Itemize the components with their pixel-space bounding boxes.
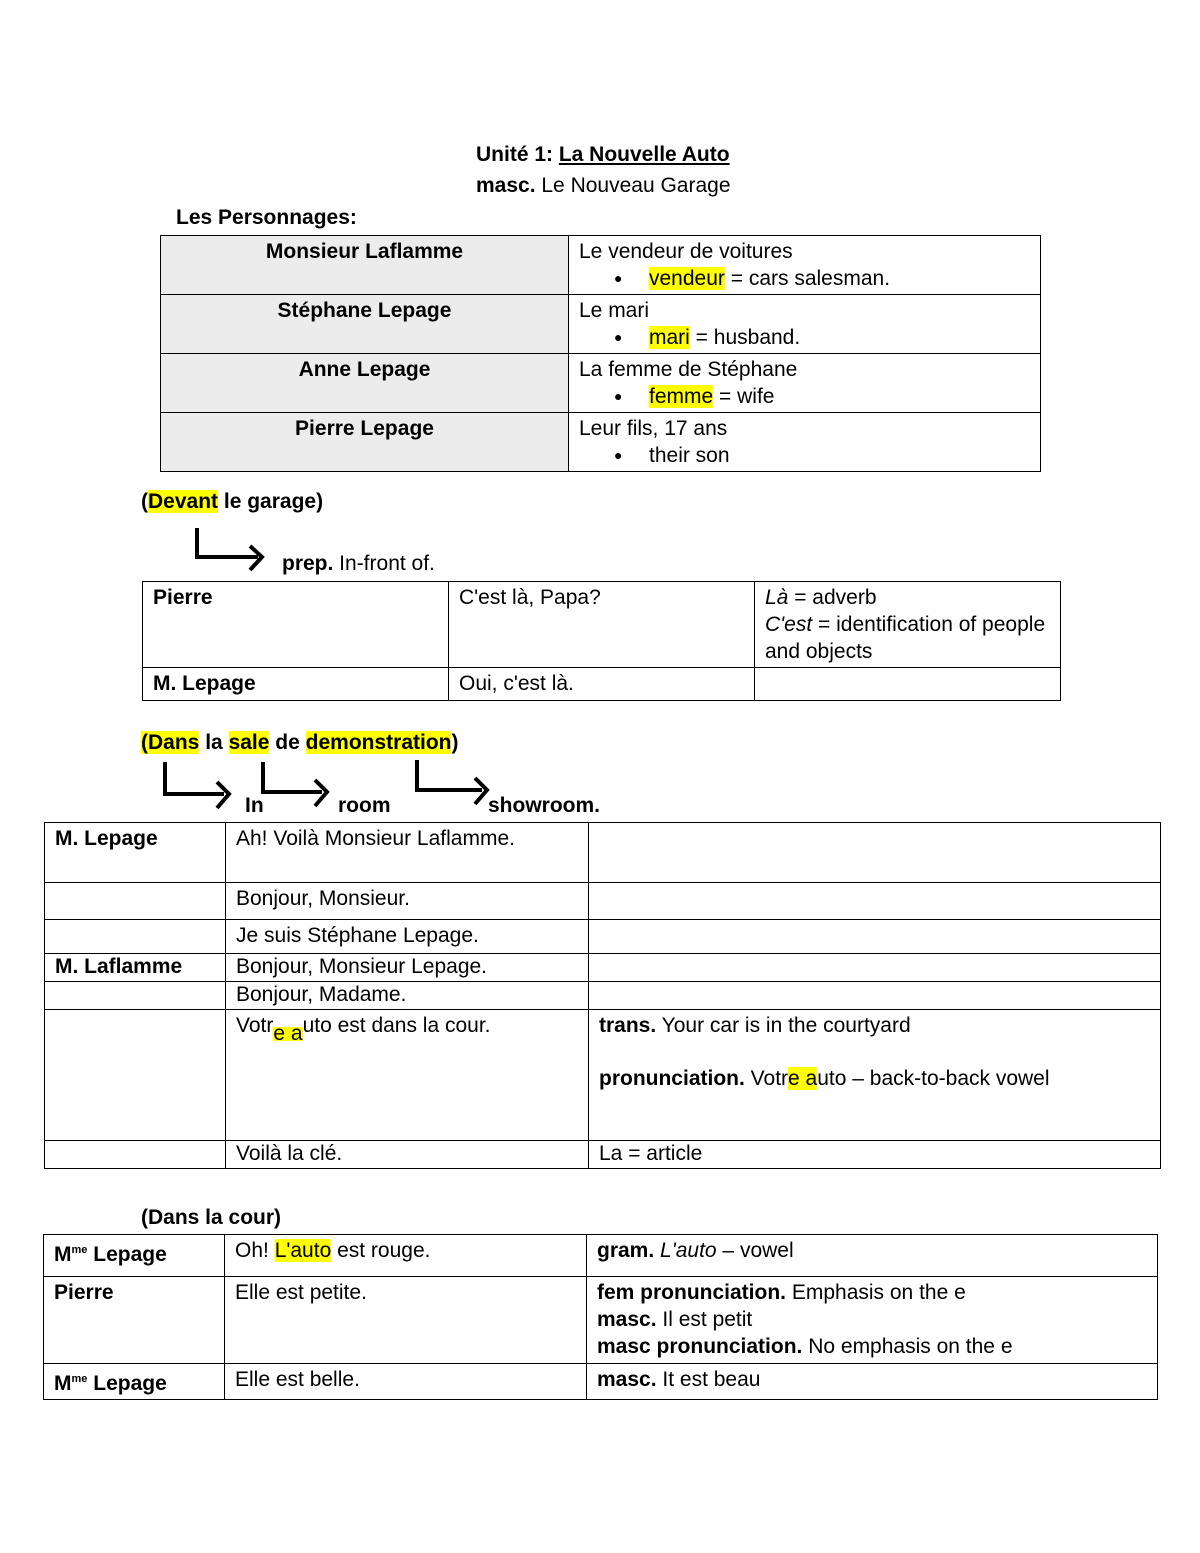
speaker-cell	[45, 1010, 226, 1141]
line-cell: Elle est petite.	[225, 1277, 587, 1364]
table-row	[45, 883, 1161, 920]
note-text: In-front of.	[333, 552, 435, 575]
gloss-in: In	[245, 794, 264, 817]
table-row	[44, 1277, 1158, 1364]
table-row	[45, 954, 1161, 982]
note-cell	[589, 1010, 1161, 1141]
table-row	[161, 295, 1041, 354]
highlight-word: mari	[649, 326, 690, 349]
highlight-letters: e a	[788, 1067, 818, 1090]
note-text: It est beau	[656, 1368, 761, 1391]
desc-text: La femme de Stéphane	[579, 358, 798, 381]
gloss: = cars salesman.	[724, 267, 891, 290]
line-cell: Bonjour, Madame.	[226, 982, 589, 1010]
speaker-sup: me	[71, 1373, 88, 1385]
unit-title	[476, 143, 730, 167]
note-text: Emphasis on the e	[786, 1281, 966, 1304]
list-item	[649, 265, 1030, 292]
speaker-text: Lepage	[87, 1243, 167, 1266]
speaker-text: M	[54, 1243, 72, 1266]
line-text: uto est dans la cour.	[302, 1014, 491, 1037]
speaker-cell	[45, 982, 226, 1010]
line-cell: Bonjour, Monsieur.	[226, 883, 589, 920]
note-line	[765, 584, 1050, 611]
speaker-cell	[45, 920, 226, 954]
subtitle-label: masc.	[476, 174, 536, 197]
table-row	[45, 823, 1161, 883]
table-row	[45, 982, 1161, 1010]
heading-word: la	[205, 731, 223, 754]
speaker-cell	[45, 1141, 226, 1169]
table-row	[161, 354, 1041, 413]
note-text: = adverb	[788, 586, 877, 609]
speaker-cell: M. Laflamme	[45, 954, 226, 982]
desc-text: Le vendeur de voitures	[579, 240, 793, 263]
note-cell	[755, 668, 1061, 701]
character-name: Monsieur Laflamme	[161, 236, 569, 295]
scene1-heading	[141, 490, 323, 514]
character-name: Stéphane Lepage	[161, 295, 569, 354]
unit-title-text: La Nouvelle Auto	[558, 143, 730, 166]
note-line	[597, 1306, 1147, 1333]
highlight-word: (Dans	[141, 731, 200, 754]
character-name: Pierre Lepage	[161, 413, 569, 472]
gloss-room: room	[338, 794, 391, 817]
note-cell	[587, 1235, 1158, 1277]
list-item	[649, 324, 1030, 351]
trans-label: trans.	[599, 1014, 657, 1037]
paren: )	[451, 731, 459, 754]
table-row	[143, 582, 1061, 668]
note-cell	[587, 1277, 1158, 1364]
table-row	[161, 236, 1041, 295]
note-text: Il est petit	[656, 1308, 753, 1331]
gram-text: – vowel	[716, 1239, 794, 1262]
arrow-icon	[260, 762, 340, 812]
gram-italic: L'auto	[654, 1239, 717, 1262]
note-label: masc pronunciation.	[597, 1335, 803, 1358]
speaker-text: M	[54, 1372, 72, 1395]
note-line	[597, 1279, 1147, 1306]
table-row	[45, 1141, 1161, 1169]
scene2-heading	[141, 731, 458, 755]
list-item	[649, 442, 1030, 469]
highlight-word: sale	[228, 731, 270, 754]
speaker-text: Lepage	[87, 1372, 167, 1395]
speaker-cell: M. Lepage	[143, 668, 449, 701]
note-cell	[589, 954, 1161, 982]
pron-label: pronunciation.	[599, 1067, 745, 1090]
gloss: = husband.	[689, 326, 801, 349]
scene1-table	[142, 581, 1061, 701]
line-cell: Je suis Stéphane Lepage.	[226, 920, 589, 954]
note-cell	[589, 823, 1161, 883]
table-row	[143, 668, 1061, 701]
table-row	[45, 1010, 1161, 1141]
arrow-icon	[194, 528, 274, 578]
personnages-heading: Les Personnages:	[176, 206, 357, 229]
line-cell: Voilà la clé.	[226, 1141, 589, 1169]
line-cell	[226, 1010, 589, 1141]
character-desc	[569, 354, 1041, 413]
speaker-cell	[45, 883, 226, 920]
note-label: prep.	[282, 552, 334, 575]
highlight-word: Devant	[148, 490, 219, 513]
gloss: = wife	[713, 385, 775, 408]
speaker-cell	[44, 1364, 225, 1400]
gloss-showroom: showroom.	[488, 794, 601, 817]
prep-note	[282, 552, 435, 576]
line-cell: Bonjour, Monsieur Lepage.	[226, 954, 589, 982]
speaker-cell: Pierre	[143, 582, 449, 668]
subtitle-text: Le Nouveau Garage	[535, 174, 731, 197]
line-cell	[225, 1235, 587, 1277]
paren: (	[141, 490, 148, 513]
note-cell	[589, 883, 1161, 920]
list-item	[649, 383, 1030, 410]
table-row	[44, 1364, 1158, 1400]
line-cell: Elle est belle.	[225, 1364, 587, 1400]
highlight-word: L'auto	[274, 1239, 332, 1262]
unit-prefix: Unité 1:	[476, 143, 559, 166]
note-cell	[589, 920, 1161, 954]
highlight-word: vendeur	[649, 267, 725, 290]
speaker-cell: M. Lepage	[45, 823, 226, 883]
desc-text: Leur fils, 17 ans	[579, 417, 728, 440]
translation	[599, 1012, 1150, 1039]
note-line	[597, 1333, 1147, 1360]
note-cell	[755, 582, 1061, 668]
note-text: No emphasis on the e	[802, 1335, 1013, 1358]
subtitle	[476, 174, 731, 198]
highlight-letters: e a	[273, 1022, 303, 1045]
scene3-table	[43, 1234, 1158, 1400]
note-line	[765, 611, 1050, 665]
table-row	[45, 920, 1161, 954]
scene3-heading: (Dans la cour)	[141, 1206, 282, 1229]
heading-word: de	[275, 731, 300, 754]
highlight-word: demonstration	[305, 731, 452, 754]
note-italic: Là	[765, 586, 789, 609]
speaker-sup: me	[71, 1244, 88, 1256]
personnages-table	[160, 235, 1041, 472]
character-name: Anne Lepage	[161, 354, 569, 413]
line-cell: C'est là, Papa?	[449, 582, 755, 668]
note-italic: C'est	[765, 613, 813, 636]
arrow-icon	[162, 762, 242, 812]
line-cell: Oui, c'est là.	[449, 668, 755, 701]
character-desc	[569, 236, 1041, 295]
pron-text: Votr	[744, 1067, 789, 1090]
note-cell	[589, 982, 1161, 1010]
character-desc	[569, 295, 1041, 354]
gram-label: gram.	[597, 1239, 655, 1262]
note-label: fem pronunciation.	[597, 1281, 786, 1304]
table-row	[44, 1235, 1158, 1277]
gloss: their son	[649, 444, 730, 467]
highlight-word: femme	[649, 385, 714, 408]
line-text: Votr	[236, 1014, 274, 1037]
table-row	[161, 413, 1041, 472]
note-cell	[587, 1364, 1158, 1400]
note-text: = identification of people and objects	[765, 613, 1046, 663]
speaker-cell: Pierre	[44, 1277, 225, 1364]
line-cell: Ah! Voilà Monsieur Laflamme.	[226, 823, 589, 883]
character-desc	[569, 413, 1041, 472]
heading-rest: le garage)	[218, 490, 324, 513]
speaker-cell	[44, 1235, 225, 1277]
note-label: masc.	[597, 1368, 657, 1391]
line-text: Oh!	[235, 1239, 275, 1262]
note-cell: La = article	[589, 1141, 1161, 1169]
line-text: est rouge.	[331, 1239, 431, 1262]
note-label: masc.	[597, 1308, 657, 1331]
pron-text: uto – back-to-back vowel	[817, 1067, 1050, 1090]
scene2-table	[44, 822, 1161, 1169]
trans-text: Your car is in the courtyard	[656, 1014, 911, 1037]
pronunciation-note	[599, 1065, 1150, 1092]
desc-text: Le mari	[579, 299, 650, 322]
